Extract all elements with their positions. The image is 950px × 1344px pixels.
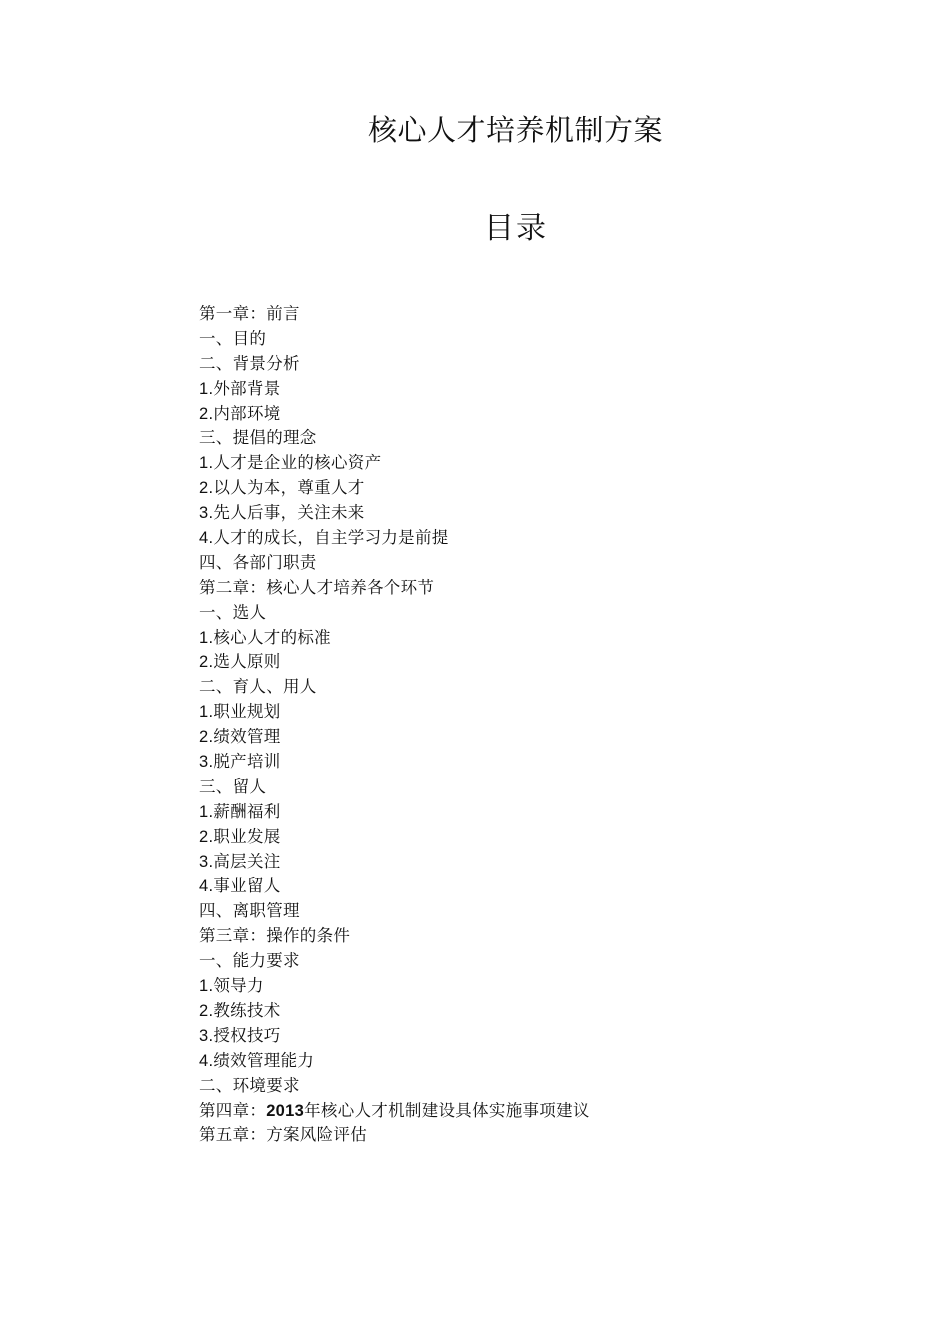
toc-item [199, 302, 590, 327]
toc-item-text: 绩效管理能力 [213, 1050, 315, 1070]
table-of-contents [199, 302, 590, 1148]
toc-item-text: 外部背景 [213, 378, 281, 398]
toc-item-text: 第三章：操作的条件 [199, 926, 351, 946]
toc-item-text: 二、环境要求 [199, 1075, 300, 1095]
toc-item [199, 576, 590, 601]
toc-item [199, 377, 590, 402]
toc-item [199, 974, 590, 999]
toc-item [199, 526, 590, 551]
toc-item-text: 人才的成长，自主学习力是前提 [213, 528, 449, 548]
toc-item-text: 绩效管理 [213, 727, 281, 747]
toc-item-text: 薪酬福利 [213, 801, 281, 821]
toc-item-text: 先人后事，关注未来 [213, 503, 365, 523]
toc-item-text: 核心人才的标准 [213, 627, 331, 647]
toc-item [199, 601, 590, 626]
toc-item-number: 3. [199, 504, 214, 523]
toc-item-number: 1. [199, 802, 214, 821]
toc-item-number: 2. [199, 404, 214, 423]
toc-item [199, 850, 590, 875]
toc-item-text: 教练技术 [213, 1000, 281, 1020]
toc-item-text: 人才是企业的核心资产 [213, 453, 382, 473]
toc-heading: 目录 [484, 211, 548, 246]
toc-item [199, 949, 590, 974]
toc-item [199, 1049, 590, 1074]
toc-item-text: 四、各部门职责 [199, 552, 317, 572]
toc-item-text: 一、能力要求 [199, 951, 300, 971]
toc-item [199, 725, 590, 750]
toc-item-text: 授权技巧 [213, 1025, 281, 1045]
toc-item [199, 800, 590, 825]
toc-item [199, 1123, 590, 1148]
toc-item-number: 2. [199, 728, 214, 747]
toc-item-number: 4. [199, 877, 214, 896]
toc-item-text: 选人原则 [213, 652, 281, 672]
toc-item-number: 1. [199, 628, 214, 647]
toc-item [199, 899, 590, 924]
toc-item [199, 1024, 590, 1049]
toc-item-text: 第四章： [199, 1100, 267, 1120]
toc-item-text: 第一章：前言 [199, 304, 300, 323]
toc-item [199, 700, 590, 725]
toc-item [199, 650, 590, 675]
toc-item-number: 4. [199, 529, 214, 548]
toc-item-number: 1. [199, 379, 214, 398]
toc-item [199, 874, 590, 899]
toc-item-number: 2. [199, 827, 214, 846]
toc-item-number: 3. [199, 852, 214, 871]
document-title: 核心人才培养机制方案 [368, 113, 664, 147]
toc-item-number: 1. [199, 703, 214, 722]
toc-item-text: 三、提倡的理念 [199, 428, 317, 448]
toc-item [199, 352, 590, 377]
toc-item [199, 501, 590, 526]
toc-item-text: 一、选人 [199, 602, 267, 622]
toc-item [199, 750, 590, 775]
toc-item-text: 职业规划 [213, 702, 281, 722]
toc-item-text: 职业发展 [213, 826, 281, 846]
toc-item [199, 1099, 590, 1124]
toc-item [199, 402, 590, 427]
toc-item-number: 3. [199, 753, 214, 772]
toc-item-text: 二、背景分析 [199, 353, 300, 373]
toc-item [199, 675, 590, 700]
toc-item-text: 三、留人 [199, 776, 267, 796]
toc-item-text: 以人为本，尊重人才 [213, 478, 365, 498]
toc-item-text: 第二章：核心人才培养各个环节 [199, 577, 435, 597]
toc-item-text: 脱产培训 [213, 752, 281, 772]
toc-item [199, 924, 590, 949]
toc-item-number: 4. [199, 1051, 214, 1070]
toc-item-text: 领导力 [213, 976, 264, 996]
toc-item-text: 二、育人、用人 [199, 677, 317, 697]
toc-item-number: 1. [199, 977, 214, 996]
toc-item-text: 第五章：方案风险评估 [199, 1125, 367, 1145]
toc-item [199, 825, 590, 850]
toc-item-number: 2. [199, 479, 214, 498]
toc-item [199, 476, 590, 501]
toc-item-text-suffix: 年核心人才机制建设具体实施事项建议 [304, 1100, 590, 1120]
toc-item-number: 2. [199, 1001, 214, 1020]
toc-item [199, 775, 590, 800]
toc-item [199, 451, 590, 476]
toc-item-text: 事业留人 [213, 876, 281, 896]
toc-item-number: 1. [199, 454, 214, 473]
toc-item-text: 一、目的 [199, 328, 267, 348]
toc-item-number: 3. [199, 1026, 214, 1045]
toc-item-number: 2. [199, 653, 214, 672]
toc-item [199, 426, 590, 451]
toc-item-text: 四、离职管理 [199, 901, 300, 921]
toc-item-year: 2013 [266, 1101, 305, 1120]
toc-item-text: 内部环境 [213, 403, 281, 423]
toc-item [199, 999, 590, 1024]
toc-item [199, 327, 590, 352]
toc-item [199, 1074, 590, 1099]
toc-item-text: 高层关注 [213, 851, 281, 871]
toc-item [199, 626, 590, 651]
toc-item [199, 551, 590, 576]
